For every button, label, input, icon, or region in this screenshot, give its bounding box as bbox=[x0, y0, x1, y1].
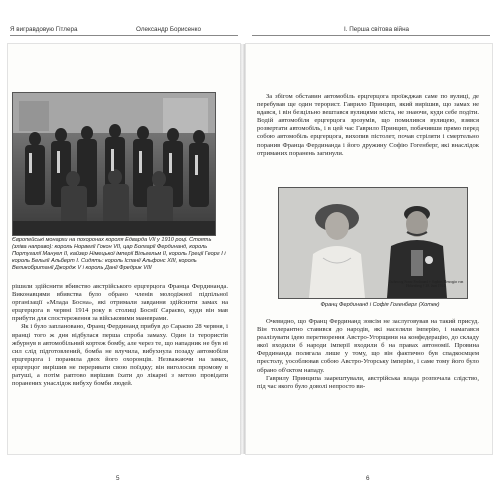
left-paragraph: рішили здійснити вбивство австрійського ерцгерцога Франца Фердинанда. Виконавцями вбивства було обрано членів молодіжної підпільної організації «Млада Босна», які отримали завдання здійснити замах на ерцгерцога в червні 1914 року в столиці Боснії Сараєво, куди він мав прибути для спостереження за військовими маневрами. bbox=[12, 283, 228, 323]
monarchs-photo-image bbox=[13, 93, 215, 235]
left-page-body bbox=[12, 283, 228, 388]
right-paragraph: Гаврилу Принципа заарештували, австрійська влада розпочала слідство, під час якого було доволі непросто ви- bbox=[257, 374, 479, 390]
right-page-header-chapter: І. Перша світова війна bbox=[344, 26, 410, 33]
right-paragraph: Очевидно, що Франц Фердинанд зовсім не заслуговував на такий присуд. Він толерантно ставився до народів, які населяли імперію, і намагався реалізувати ідею перетворення Австро-Угорщини на конфедерацію, до складу якої входили б народи імперії входили б на правах автономії. Провина Фердинанда полягала лише у тому, що він фактично був спадкоємцем престолу, уособлював собою Австро-Угорську імперію, і саме тому його було обрано об'єктом нападу. bbox=[257, 318, 479, 374]
left-page-header-title: Я вигравдовую Гітлера bbox=[10, 26, 78, 33]
franz-ferdinand-sophie-photo bbox=[278, 187, 468, 299]
franz-ferdinand-photo-caption: Франц Фердинанд і Софія Гогенберг (Хотек) bbox=[320, 302, 440, 308]
right-paragraph: За збігом обставин автомобіль ерцгерцога проїжджав саме по вулиці, де перебував ще один терорист. Гаврило Принцип, який вирішив, що замах не вдався, і він безцільно вештався вулицями міста, не знаючи, куди себе подіти. Водій автомобіля ерцгерцога зрозумів, що помилився вулицею, взявся розвертати автомобіль, і в цей час Гаврило Принцип, побачивши прямо перед собою автомобіль ерцгерцога, вихопив пістолет, почав стріляти і смертельно поранив Франца Фердинанда і його дружину Софію Гогенберг, які внаслідок отриманих поранень загинули. bbox=[257, 93, 479, 157]
monarchs-photo-caption: Європейські монархи на похоронах короля Едварда VII у 1910 році. Стоять (зліва направо): король Норвегії Гокон VII, цар Болгарії Фердинанд, король Португалії Мануел II, кайзер Німецької імперії Вільгельм II, король Греції Георг I і король Бельгії Альберт I. Сидять: король Іспанії Альфонс XIII, король Великобританії Джордж V і король Данії Фредрик VIII bbox=[12, 237, 226, 272]
right-page-body-bottom bbox=[257, 318, 479, 391]
right-header-divider bbox=[252, 35, 490, 36]
right-page-body-top bbox=[257, 93, 479, 158]
monarchs-photo bbox=[12, 92, 216, 236]
photo-inner-caption: Erzherzog Franz Ferdinand + Sophie, Herzogin von Hohenberg † 28. Juni 1914. bbox=[388, 280, 464, 289]
left-paragraph: Як і було заплановано, Франц Фердинанд прибув до Сараєво 28 червня, і вранці того ж дня відбулася перша спроба замаху. Один із терористів жбурнув в автомобільний кортеж бомбу, але через те, що нападник не був ні сил слід підготовлений, бомба не влучила, вибухнула позаду автомобіля ерцгерцога і поранила двох його охоронців. Незважаючи на замах, ерцгерцог вирішив не переривати свою поїздку; він виголосив промову в ратуші, а потім раптово вирішив їхати до лікарні з метою провідати поранених унаслідок вибуху бомби людей. bbox=[12, 323, 228, 388]
left-page-header-author: Олександр Борисенко bbox=[136, 26, 201, 33]
left-header-divider bbox=[10, 35, 238, 36]
right-page-number: 6 bbox=[366, 475, 370, 482]
left-page-number: 5 bbox=[116, 475, 120, 482]
